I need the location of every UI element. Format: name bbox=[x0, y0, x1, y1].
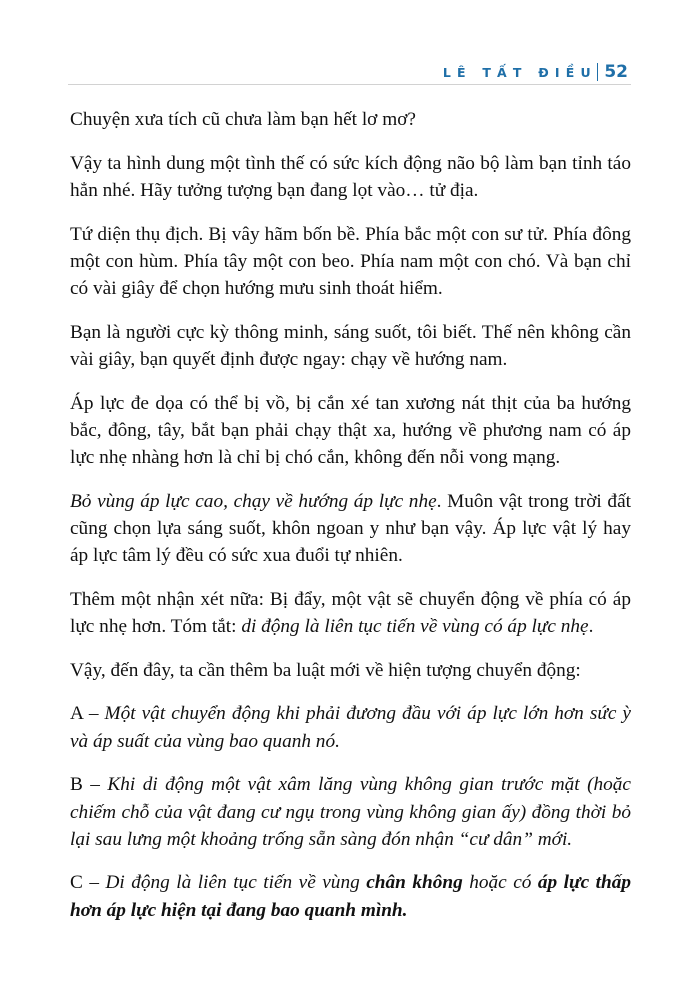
paragraph-6 bbox=[70, 488, 631, 570]
rule-b-text: Khi di động một vật xâm lăng vùng không gian trước mặt (hoặc chiếm chỗ của vật đang cư ngụ trong vùng không gian ấy) đồng thời bỏ lại sau lưng một khoảng trống sẵn sàng đón nhận “cư dân” mới. bbox=[70, 774, 631, 850]
paragraph-7 bbox=[70, 586, 631, 640]
header-rule bbox=[68, 84, 631, 85]
rule-c bbox=[70, 869, 631, 923]
italic-summary: di động là liên tục tiến về vùng có áp lực nhẹ bbox=[241, 616, 589, 638]
page-body bbox=[70, 106, 631, 940]
paragraph-6-text: . Muôn vật trong trời đất cũng chọn lựa sáng suốt, khôn ngoan y như bạn vậy. Áp lực vật lý hay áp lực tâm lý đều có sức xua đuổi tự nhiên. bbox=[70, 490, 631, 567]
paragraph-2: Vậy ta hình dung một tình thế có sức kích động não bộ làm bạn tỉnh táo hẳn nhé. Hãy tưởng tượng bạn đang lọt vào… tử địa. bbox=[70, 152, 631, 201]
paragraph-5: Áp lực đe dọa có thể bị vồ, bị cắn xé tan xương nát thịt của ba hướng bắc, đông, tây, bắt bạn phải chạy thật xa, hướng về phương nam có áp lực nhẹ nhàng hơn là chỉ bị chó cắn, không đến nỗi vong mạng. bbox=[70, 392, 631, 469]
rule-c-bold-2: áp lực thấp hơn áp lực hiện tại đang bao quanh mình bbox=[70, 872, 631, 921]
header-separator bbox=[597, 63, 599, 81]
paragraph-8: Vậy, đến đây, ta cần thêm ba luật mới về hiện tượng chuyển động: bbox=[70, 659, 581, 681]
rule-a bbox=[70, 700, 631, 754]
italic-phrase: Bỏ vùng áp lực cao, chạy về hướng áp lực nhẹ bbox=[70, 490, 437, 512]
header-author: LÊ TẤT ĐIỀU bbox=[442, 64, 597, 80]
paragraph-4: Bạn là người cực kỳ thông minh, sáng suốt, tôi biết. Thế nên không cần vài giây, bạn quyết định được ngay: chạy về hướng nam. bbox=[70, 321, 631, 370]
paragraph-7-end: . bbox=[588, 616, 594, 638]
paragraph-7-text: Thêm một nhận xét nữa: Bị đẩy, một vật sẽ chuyển động về phía có áp lực nhẹ hơn. Tóm tắt: bbox=[70, 588, 631, 638]
rule-c-text-2: hoặc có bbox=[462, 872, 538, 894]
paragraph-3: Tứ diện thụ địch. Bị vây hãm bốn bề. Phía bắc một con sư tử. Phía đông một con hùm. Phía tây một con beo. Phía nam một con chó. Và bạn chỉ có vài giây để chọn hướng mưu sinh thoát hiểm. bbox=[70, 223, 631, 300]
rule-c-label: C – bbox=[70, 872, 106, 894]
paragraph-1: Chuyện xưa tích cũ chưa làm bạn hết lơ mơ? bbox=[70, 109, 416, 130]
rule-a-text: Một vật chuyển động khi phải đương đầu với áp lực lớn hơn sức ỳ và áp suất của vùng bao quanh nó. bbox=[70, 703, 631, 752]
page-number: 52 bbox=[604, 62, 628, 82]
rule-b-label: B – bbox=[70, 774, 108, 796]
rule-b bbox=[70, 771, 631, 853]
rule-c-bold-1: chân không bbox=[366, 872, 463, 894]
running-header bbox=[443, 62, 628, 82]
rule-a-label: A – bbox=[70, 703, 105, 725]
rule-c-end: . bbox=[402, 899, 408, 921]
rule-c-text-1: Di động là liên tục tiến về vùng bbox=[105, 872, 367, 894]
